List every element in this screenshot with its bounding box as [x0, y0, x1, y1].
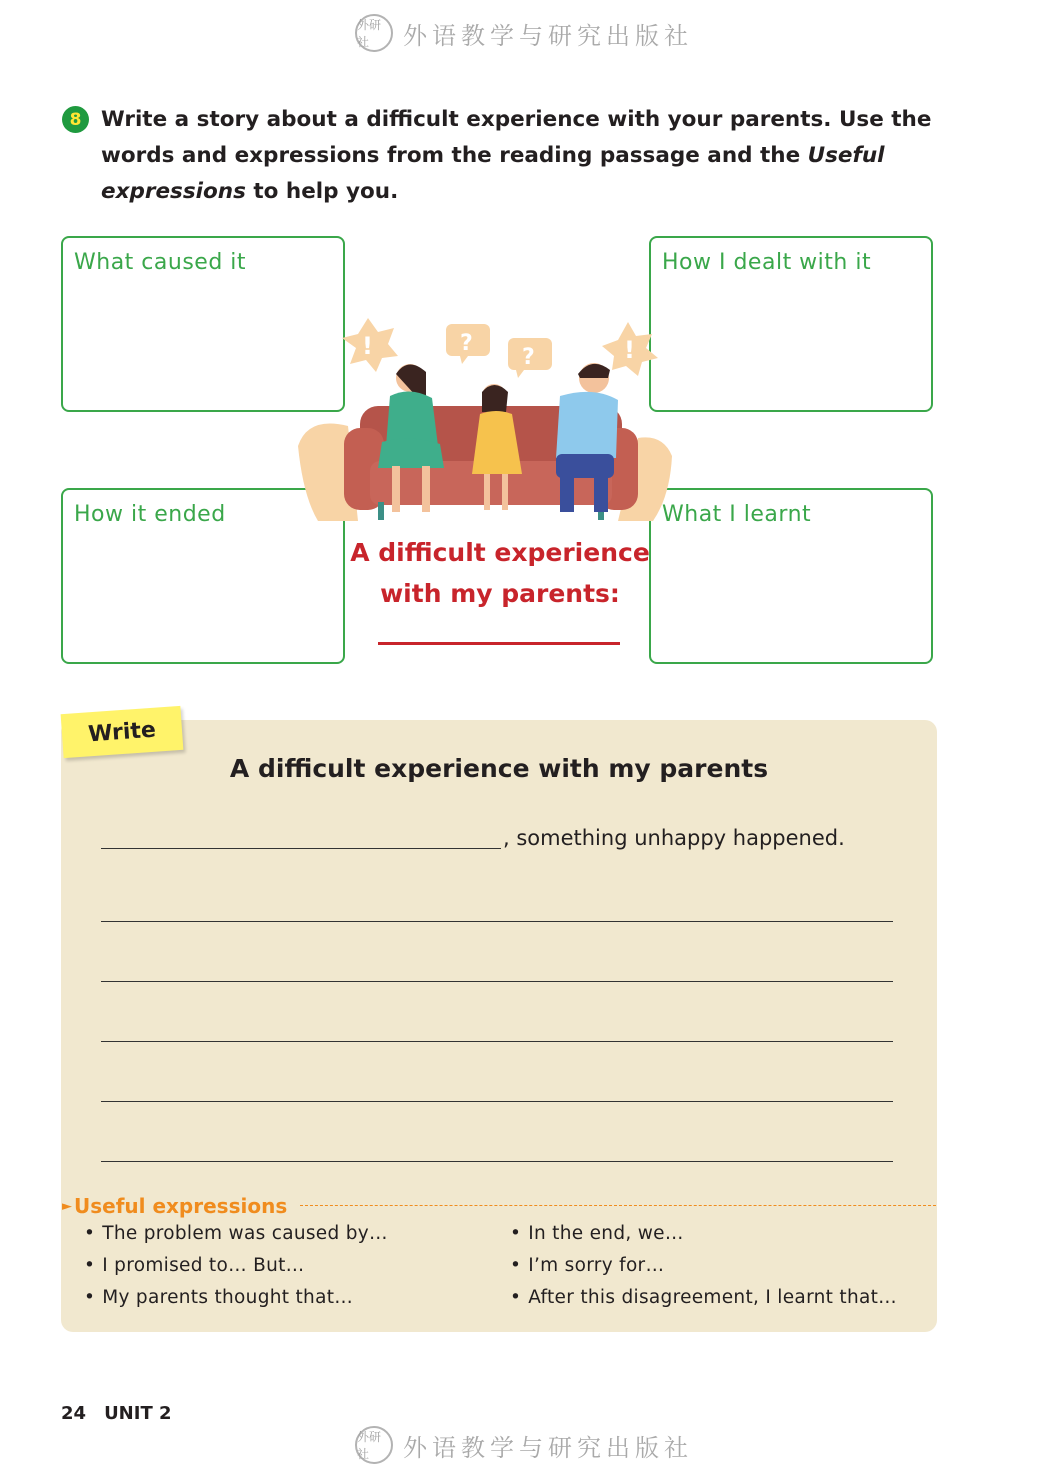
useful-expression-item: • I promised to… But… [84, 1255, 304, 1276]
box-what-i-learnt[interactable] [649, 488, 933, 664]
task-text-after: to help you. [245, 179, 399, 204]
write-line[interactable] [101, 981, 893, 982]
publisher-footer [0, 1426, 1048, 1464]
center-title [350, 532, 650, 614]
publisher-logo-icon [355, 1426, 393, 1464]
task-instruction [62, 102, 962, 210]
useful-expressions-heading [62, 1194, 287, 1218]
center-title-line1: A difficult experience [350, 538, 650, 567]
center-title-blank[interactable] [378, 642, 620, 645]
useful-expression-item: • After this disagreement, I learnt that… [510, 1287, 897, 1308]
useful-expression-item: • My parents thought that… [84, 1287, 353, 1308]
box-label-learnt: What I learnt [662, 502, 812, 527]
publisher-name: 外语教学与研究出版社 [403, 21, 693, 50]
page-number: 24 [61, 1403, 87, 1424]
svg-text:?: ? [522, 345, 535, 370]
box-label-caused: What caused it [74, 250, 247, 275]
box-label-ended: How it ended [74, 502, 226, 527]
arrow-right-icon: ► [62, 1198, 72, 1214]
svg-text:?: ? [460, 331, 473, 356]
box-how-i-dealt-with-it[interactable] [649, 236, 933, 412]
useful-expression-item: • I’m sorry for… [510, 1255, 664, 1276]
write-line[interactable] [101, 921, 893, 922]
write-title: A difficult experience with my parents [229, 754, 769, 783]
write-first-suffix: , something unhappy happened. [503, 826, 845, 850]
unit-label: UNIT 2 [104, 1403, 172, 1424]
write-line[interactable] [101, 1101, 893, 1102]
task-text-before: Write a story about a difficult experience with your parents. Use the words and expressions from the reading passage and the [101, 107, 932, 168]
publisher-header [0, 14, 1048, 52]
box-label-dealt: How I dealt with it [662, 250, 872, 275]
logo-text: 外研社 [357, 1430, 382, 1461]
useful-expression-item: • In the end, we… [510, 1223, 684, 1244]
useful-expression-item: • The problem was caused by… [84, 1223, 388, 1244]
task-number-badge: 8 [62, 106, 89, 133]
publisher-name: 外语教学与研究出版社 [403, 1433, 693, 1462]
write-tag: Write [61, 706, 184, 758]
write-first-blank[interactable] [101, 848, 501, 849]
page-footer [61, 1403, 190, 1424]
write-line[interactable] [101, 1041, 893, 1042]
svg-text:!: ! [624, 336, 635, 364]
svg-text:!: ! [362, 332, 373, 360]
useful-divider [300, 1205, 936, 1206]
center-title-line2: with my parents: [380, 579, 620, 608]
useful-heading-text: Useful expressions [74, 1194, 288, 1218]
write-line[interactable] [101, 1161, 893, 1162]
publisher-logo-icon [355, 14, 393, 52]
family-on-sofa-illustration [298, 316, 672, 526]
task-text-italic: Useful expressions [101, 143, 885, 204]
task-text [101, 102, 962, 210]
logo-text: 外研社 [357, 18, 382, 49]
